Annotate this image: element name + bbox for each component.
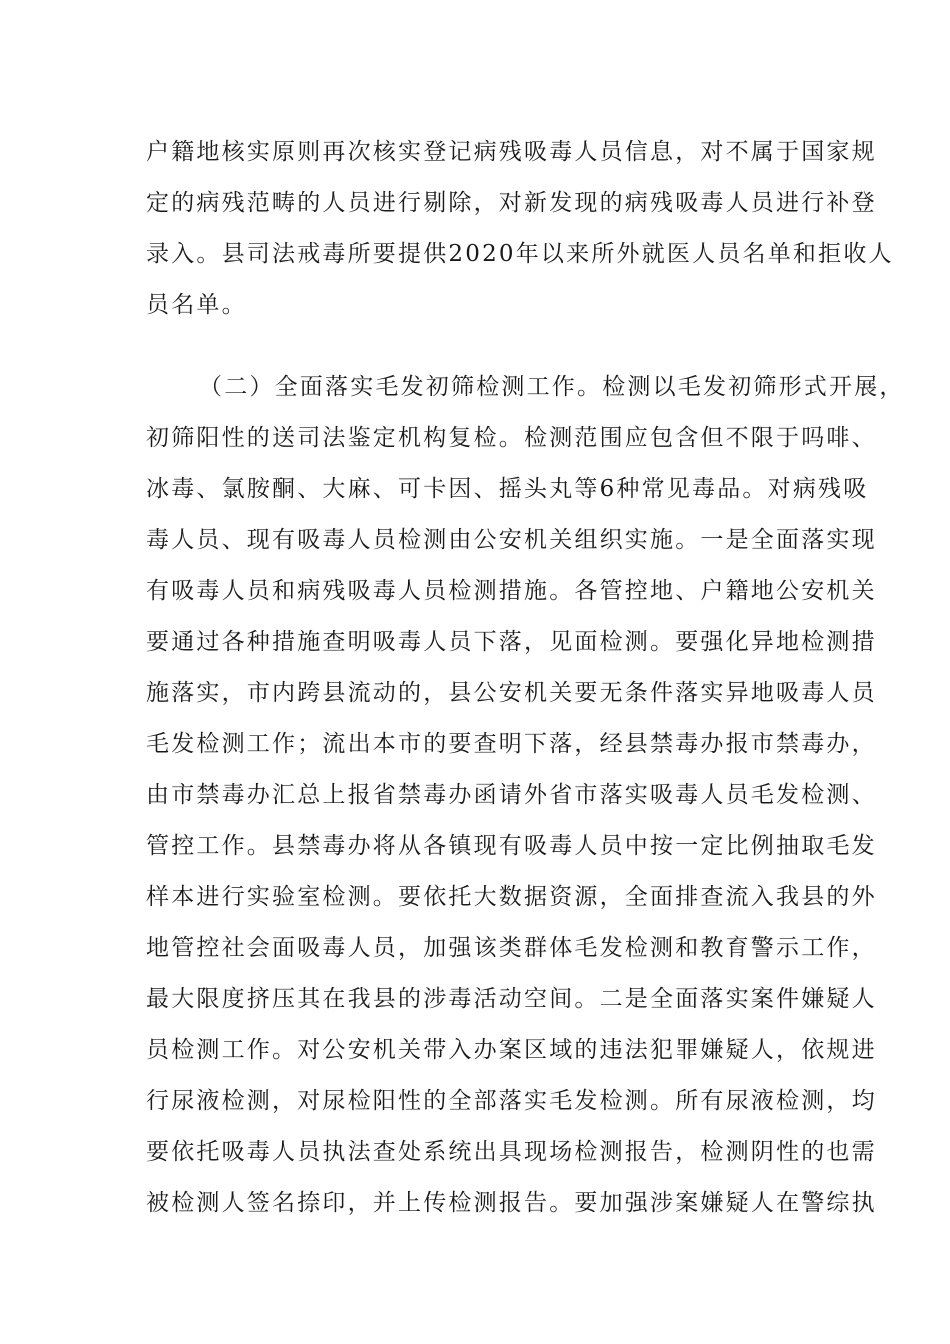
text-line: （二）全面落实毛发初筛检测工作。检测以毛发初筛形式开展，: [199, 374, 905, 400]
text-line: 定的病残范畴的人员进行剔除，对新发现的病残吸毒人员进行补登: [146, 190, 877, 216]
text-line: 地管控社会面吸毒人员，加强该类群体毛发检测和教育警示工作，: [146, 935, 877, 961]
text-line: 样本进行实验室检测。要依托大数据资源，全面排查流入我县的外: [146, 884, 877, 910]
text-line: 有吸毒人员和病残吸毒人员检测措施。各管控地、户籍地公安机关: [146, 578, 877, 604]
text-line: 户籍地核实原则再次核实登记病残吸毒人员信息，对不属于国家规: [146, 139, 877, 165]
text-line: 管控工作。县禁毒办将从各镇现有吸毒人员中按一定比例抽取毛发: [146, 833, 877, 859]
text-line: 行尿液检测，对尿检阳性的全部落实毛发检测。所有尿液检测，均: [146, 1088, 877, 1114]
text-line: 最大限度挤压其在我县的涉毒活动空间。二是全面落实案件嫌疑人: [146, 986, 877, 1012]
text-line: 录入。县司法戒毒所要提供2020年以来所外就医人员名单和拒收人: [146, 241, 894, 267]
text-line: 施落实，市内跨县流动的，县公安机关要无条件落实异地吸毒人员: [146, 680, 877, 706]
text-line: 毒人员、现有吸毒人员检测由公安机关组织实施。一是全面落实现: [146, 527, 877, 553]
text-line: 初筛阳性的送司法鉴定机构复检。检测范围应包含但不限于吗啡、: [146, 425, 877, 451]
text-line: 要通过各种措施查明吸毒人员下落，见面检测。要强化异地检测措: [146, 629, 877, 655]
text-line: 被检测人签名捺印，并上传检测报告。要加强涉案嫌疑人在警综执: [146, 1190, 877, 1216]
text-line: 冰毒、氯胺酮、大麻、可卡因、摇头丸等6种常见毒品。对病残吸: [146, 476, 869, 502]
text-line: 要依托吸毒人员执法查处系统出具现场检测报告，检测阴性的也需: [146, 1139, 877, 1165]
text-line: 员名单。: [146, 292, 247, 318]
text-line: 毛发检测工作；流出本市的要查明下落，经县禁毒办报市禁毒办，: [146, 731, 877, 757]
text-line: 员检测工作。对公安机关带入办案区域的违法犯罪嫌疑人，依规进: [146, 1037, 877, 1063]
text-line: 由市禁毒办汇总上报省禁毒办函请外省市落实吸毒人员毛发检测、: [146, 782, 877, 808]
